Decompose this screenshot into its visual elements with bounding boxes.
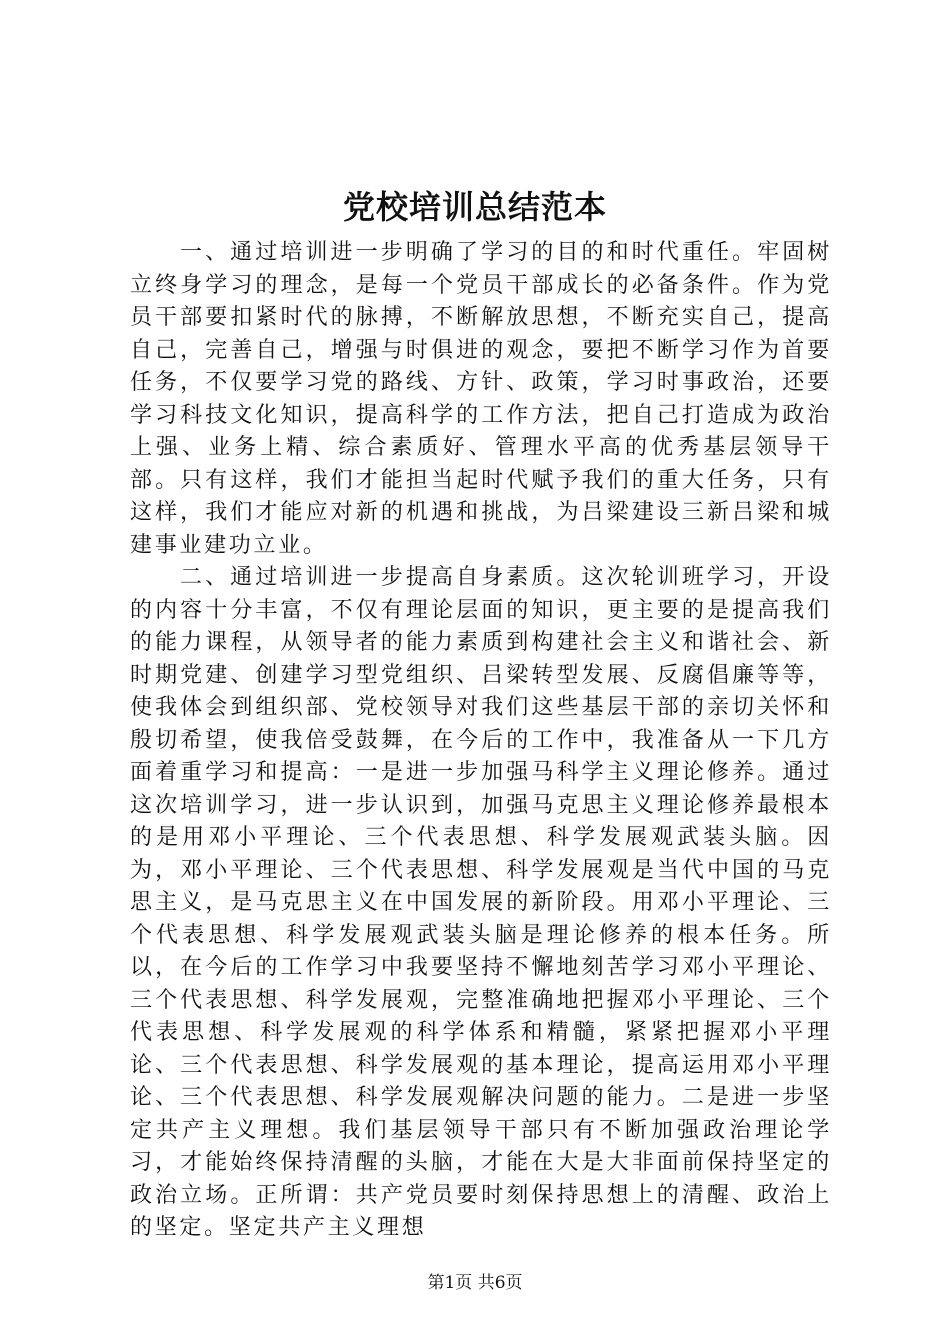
paragraph-2: 二、通过培训进一步提高自身素质。这次轮训班学习，开设的内容十分丰富，不仅有理论层面的知识，更主要的是提高我们的能力课程，从领导者的能力素质到构建社会主义和谐社会、新时期党建、创建学习型党组织、吕梁转型发展、反腐倡廉等等，使我体会到组织部、党校领导对我们这些基层干部的亲切关怀和殷切希望，使我倍受鼓舞，在今后的工作中，我准备从一下几方面着重学习和提高：一是进一步加强马科学主义理论修养。通过这次培训学习，进一步认识到，加强马克思主义理论修养最根本的是用邓小平理论、三个代表思想、科学发展观武装头脑。因为，邓小平理论、三个代表思想、科学发展观是当代中国的马克思主义，是马克思主义在中国发展的新阶段。用邓小平理论、三个代表思想、科学发展观武装头脑是理论修养的根本任务。所以，在今后的工作学习中我要坚持不懈地刻苦学习邓小平理论、三个代表思想、科学发展观，完整准确地把握邓小平理论、三个代表思想、科学发展观的科学体系和精髓，紧紧把握邓小平理论、三个代表思想、科学发展观的基本理论，提高运用邓小平理论、三个代表思想、科学发展观解决问题的能力。二是进一步坚定共产主义理想。我们基层领导干部只有不断加强政治理论学习，才能始终保持清醒的头脑，才能在大是大非面前保持坚定的政治立场。正所谓：共产党员要时刻保持思想上的清醒、政治上的坚定。坚定共产主义理想 xyxy=(130,565,832,1240)
document-title: 党校培训总结范本 xyxy=(342,188,607,226)
document-body xyxy=(130,237,832,1245)
paragraph-1: 一、通过培训进一步明确了学习的目的和时代重任。牢固树立终身学习的理念，是每一个党员干部成长的必备条件。作为党员干部要扣紧时代的脉搏，不断解放思想，不断充实自己，提高自己，完善自己，增强与时俱进的观念，要把不断学习作为首要任务，不仅要学习党的路线、方针、政策，学习时事政治，还要学习科技文化知识，提高科学的工作方法，把自己打造成为政治上强、业务上精、综合素质好、管理水平高的优秀基层领导干部。只有这样，我们才能担当起时代赋予我们的重大任务，只有这样，我们才能应对新的机遇和挑战，为吕梁建设三新吕梁和城建事业建功立业。 xyxy=(130,240,832,558)
page-number-footer: 第1页 共6页 xyxy=(427,1273,523,1293)
